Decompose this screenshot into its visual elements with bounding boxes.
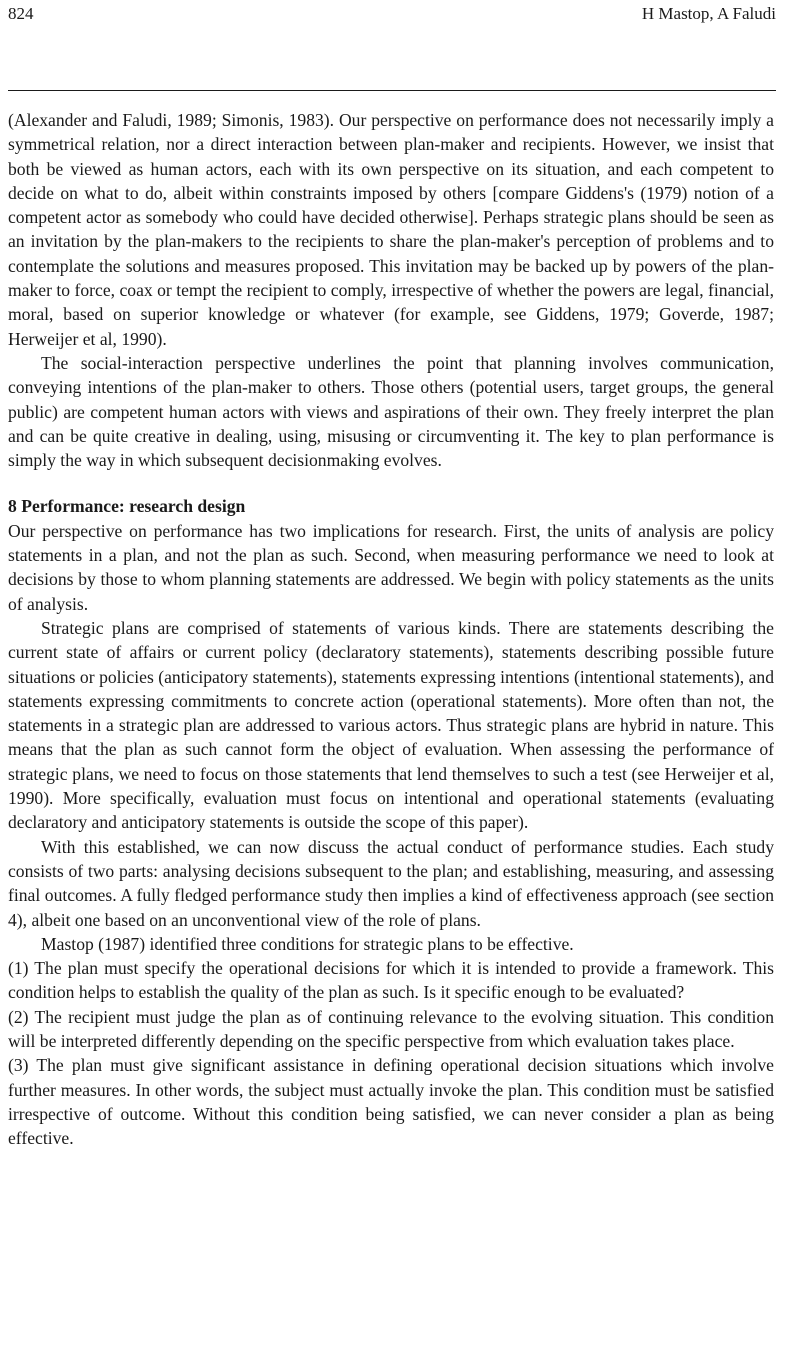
paragraph: Our perspective on performance has two implications for research. First, the units of analysis are policy statements in a plan, and not the plan as such. Second, when measuring performance we need to look at decisions by those to whom planning statements are addressed. We begin with policy statements as the units of analysis. [8, 520, 774, 614]
condition-item: (3) The plan must give significant assistance in defining operational decision situations which involve further measures. In other words, the subject must actually invoke the plan. This condition must be satisfied irrespective of outcome. Without this condition being satisfied, we can never consider a plan as being effective. [8, 1055, 774, 1149]
condition-item: (1) The plan must specify the operational decisions for which it is intended to provide a framework. This condition helps to establish the quality of the plan as such. Is it specific enough to be evaluated? [8, 958, 774, 1003]
paragraph: With this established, we can now discuss the actual conduct of performance studies. Each study consists of two parts: analysing decisions subsequent to the plan; and establishing, measuring, and assessing final outcomes. A fully fledged performance study then implies a kind of effectiveness approach (see section 4), albeit one based on an unconventional view of the role of plans. [8, 836, 774, 930]
paragraph: Mastop (1987) identified three conditions for strategic plans to be effective. [41, 933, 574, 954]
paragraph: (Alexander and Faludi, 1989; Simonis, 1983). Our perspective on performance does not necessarily imply a symmetrical relation, nor a direct interaction between plan-maker and recipients. However, we insist that both be viewed as human actors, each with its own perspective on its situation, and each competent to decide on what to do, albeit within constraints imposed by others [compare Giddens's (1979) notion of a competent actor as somebody who could have decided otherwise]. Perhaps strategic plans should be seen as an invitation by the plan-makers to the recipients to share the plan-maker's perception of problems and to contemplate the solutions and measures proposed. This invitation may be backed up by powers of the plan-maker to force, coax or tempt the recipient to comply, irrespective of whether the powers are legal, financial, moral, based on superior knowledge or whatever (for example, see Giddens, 1979; Goverde, 1987; Herweijer et al, 1990). [8, 110, 774, 349]
section-heading: 8 Performance: research design [8, 496, 246, 517]
running-head: H Mastop, A Faludi [641, 4, 776, 23]
page-number: 824 [8, 4, 34, 23]
paragraph: Strategic plans are comprised of statements of various kinds. There are statements describing the current state of affairs or current policy (declaratory statements), statements describing possible future situations or policies (anticipatory statements), statements expressing intentions (intentional statements), and statements expressing commitments to concrete action (operational statements). More often than not, the statements in a strategic plan are addressed to various actors. Thus strategic plans are hybrid in nature. This means that the plan as such cannot form the object of evaluation. When assessing the performance of strategic plans, we need to focus on those statements that lend themselves to such a test (see Herweijer et al, 1990). More specifically, evaluation must focus on intentional and operational statements (evaluating declaratory and anticipatory statements is outside the scope of this paper). [8, 617, 774, 833]
article-body [8, 108, 774, 1150]
condition-item: (2) The recipient must judge the plan as of continuing relevance to the evolving situation. This condition will be interpreted differently depending on the specific perspective from which evaluation takes place. [8, 1006, 774, 1051]
page-header [8, 2, 776, 26]
paragraph: The social-interaction perspective underlines the point that planning involves communication, conveying intentions of the plan-maker to others. Those others (potential users, target groups, the general public) are competent human actors with views and aspirations of their own. They freely interpret the plan and can be quite creative in dealing, using, misusing or circumventing it. The key to plan performance is simply the way in which subsequent decisionmaking evolves. [8, 352, 774, 471]
header-rule [8, 90, 776, 91]
